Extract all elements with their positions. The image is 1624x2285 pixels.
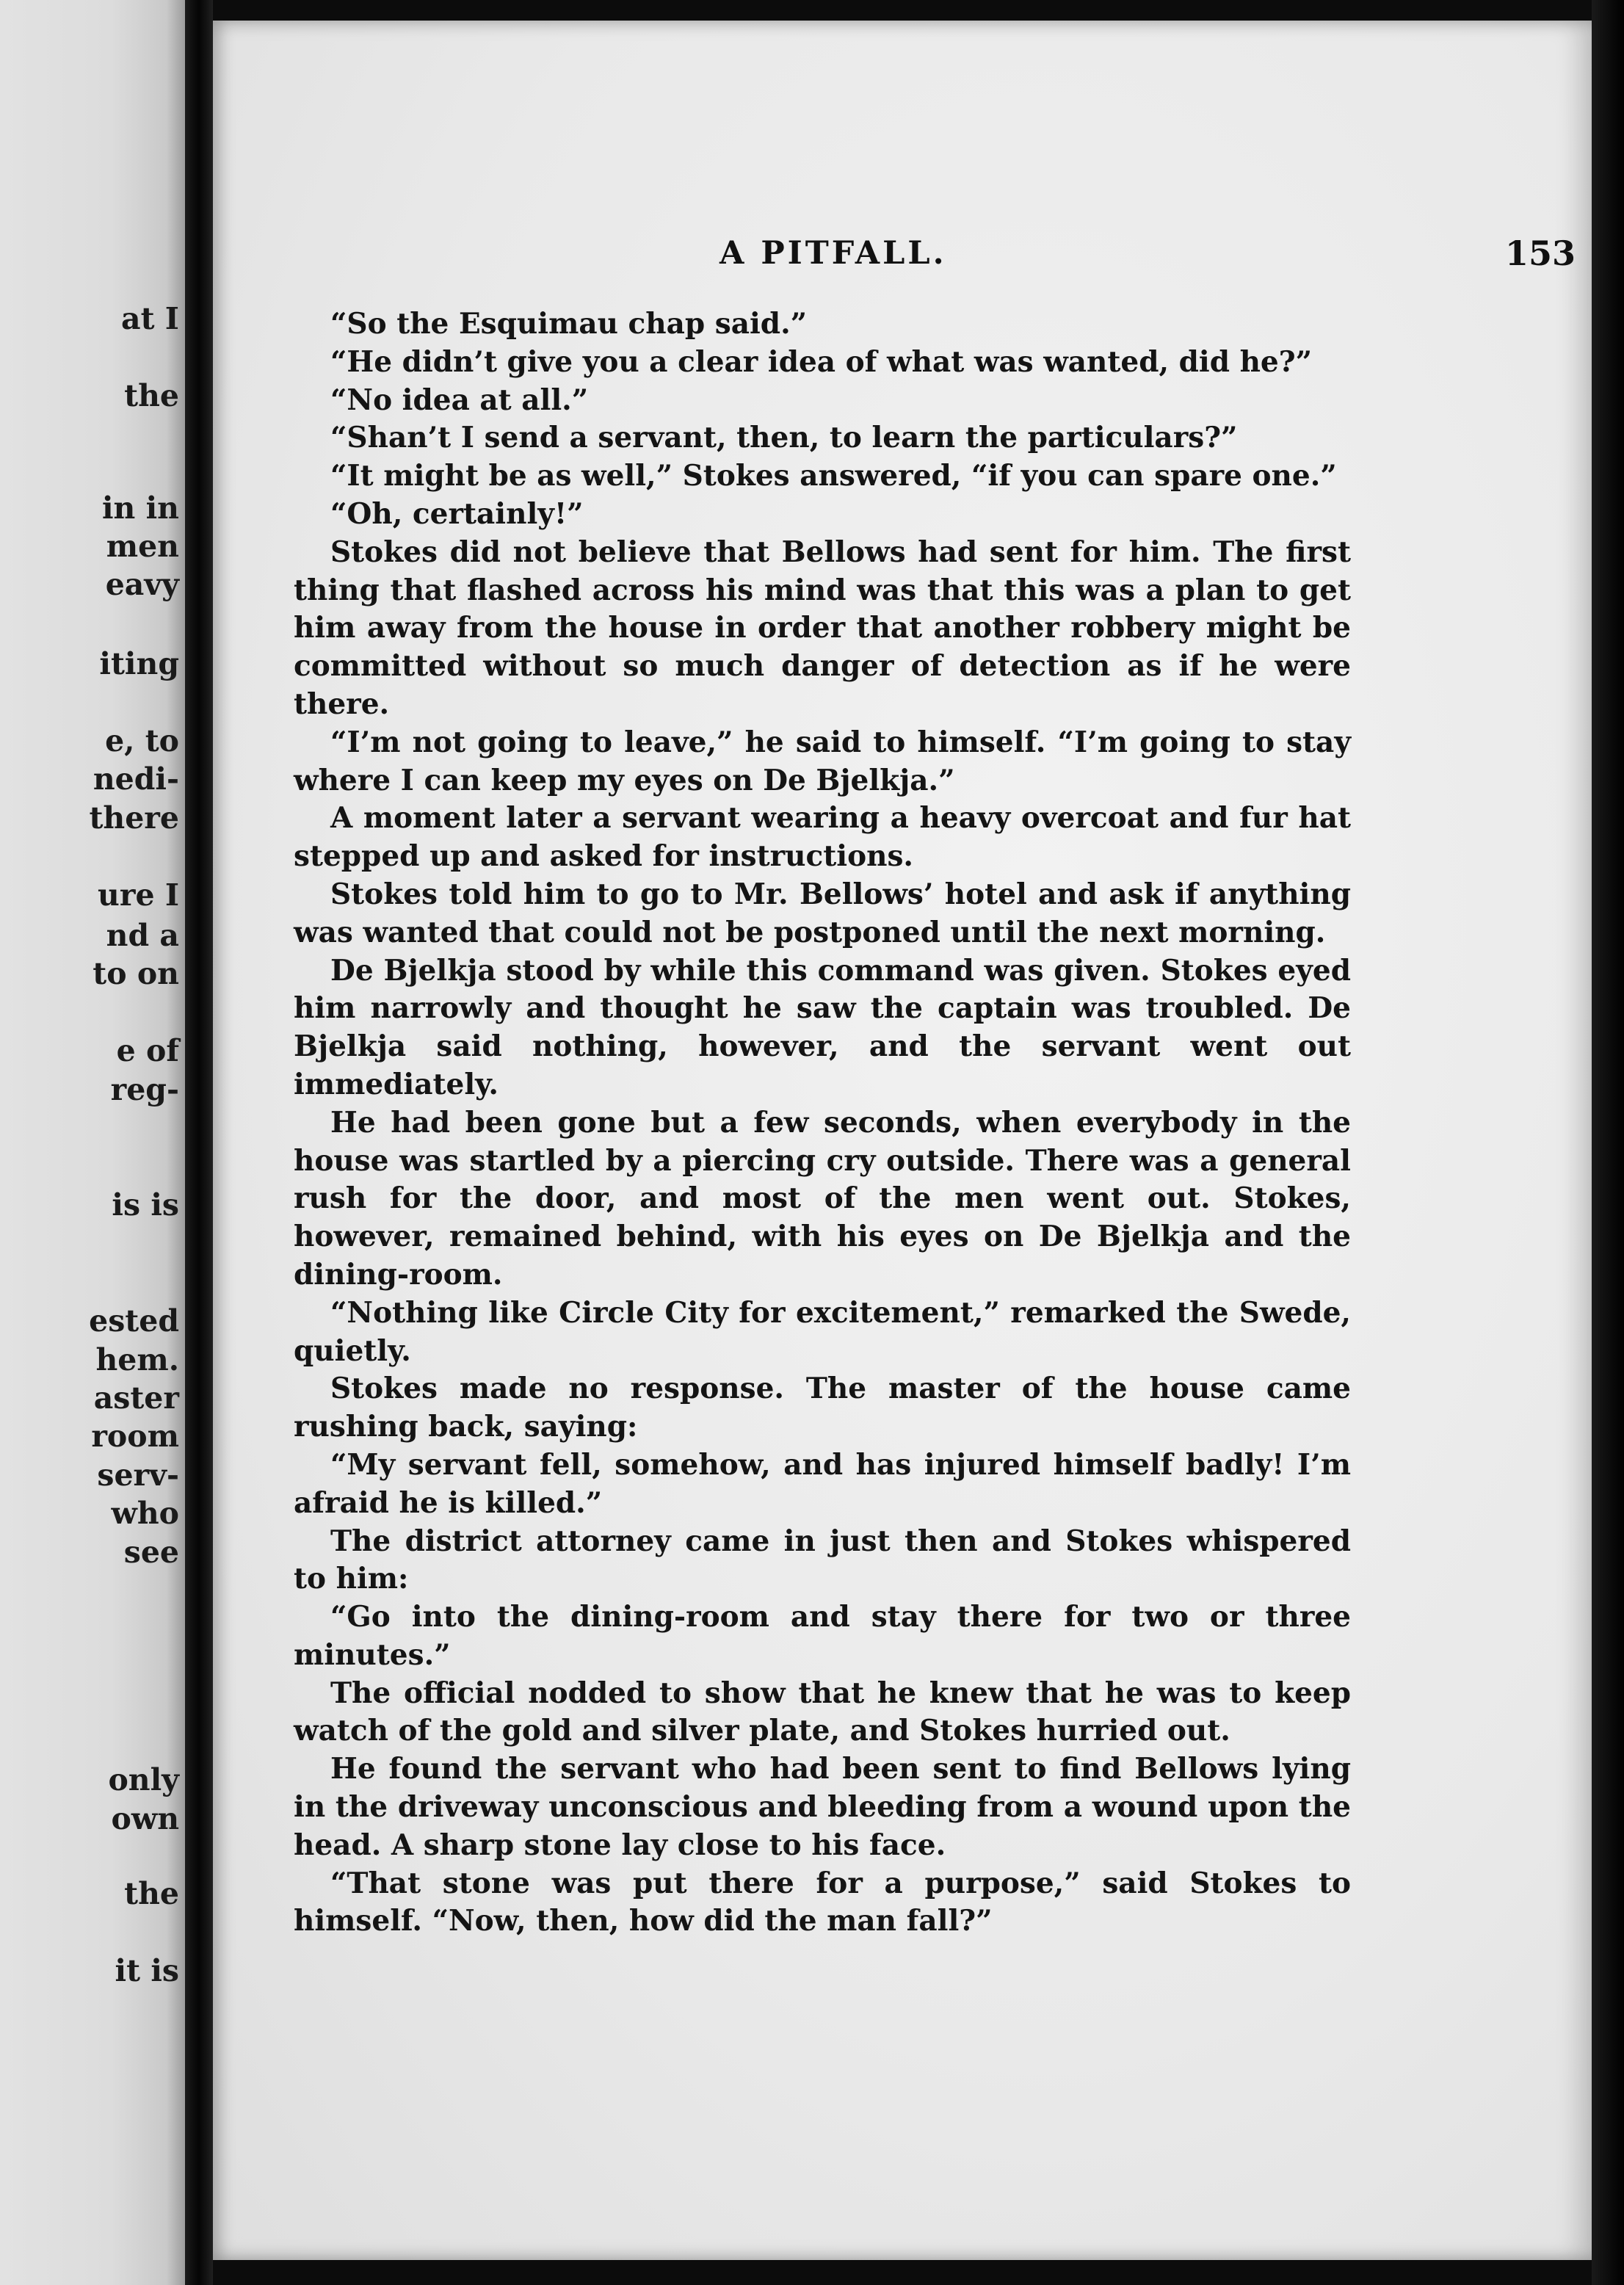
facing-page-fragment: at I	[121, 301, 179, 336]
paragraph: “Shan’t I send a servant, then, to learn the particulars?”	[330, 421, 1238, 455]
book-page	[213, 21, 1592, 2260]
paragraph: He had been gone but a few seconds, when everybody in the house was startled by a piercing cry outside. There was a general rush for the door, and most of the men went out. Stokes, however, remained behind, with his eyes on De Bjelkja and the dining-room.	[294, 1105, 1351, 1292]
facing-page-fragment: serv-	[97, 1457, 179, 1493]
paragraph: “That stone was put there for a purpose,” said Stokes to himself. “Now, then, how did the man fall?”	[294, 1866, 1351, 1938]
paragraph: A moment later a servant wearing a heavy overcoat and fur hat stepped up and asked for instructions.	[294, 801, 1351, 874]
facing-page-fragment: room	[91, 1419, 179, 1454]
paragraph: Stokes told him to go to Mr. Bellows’ hotel and ask if anything was wanted that could not be postponed until the next morning.	[294, 877, 1351, 949]
running-head: A PITFALL.	[719, 235, 947, 272]
book-gutter	[185, 0, 213, 2285]
facing-page-fragment: aster	[93, 1380, 179, 1416]
facing-page-fragment: hem.	[95, 1342, 179, 1377]
facing-page-fragment: ested	[89, 1303, 179, 1339]
paragraph: Stokes made no response. The master of the house came rushing back, saying:	[294, 1372, 1351, 1444]
paragraph: The official nodded to show that he knew that he was to keep watch of the gold and silver plate, and Stokes hurried out.	[294, 1676, 1351, 1748]
facing-page-fragment: to on	[93, 956, 179, 991]
paragraph: He found the servant who had been sent to find Bellows lying in the driveway unconscious and bleeding from a wound upon the head. A sharp stone lay close to his face.	[294, 1752, 1351, 1862]
paragraph: “He didn’t give you a clear idea of what was wanted, did he?”	[330, 344, 1313, 379]
facing-page-fragment: eavy	[105, 567, 179, 602]
facing-page-fragment: it is	[115, 1953, 179, 1988]
facing-page-fragment: is is	[112, 1187, 179, 1223]
facing-page-fragment: e, to	[105, 723, 179, 758]
facing-page-fragment: nd a	[106, 918, 179, 953]
paragraph: “I’m not going to leave,” he said to himself. “I’m going to stay where I can keep my eyes on De Bjelkja.”	[294, 725, 1351, 797]
paragraph: “Go into the dining-room and stay there for two or three minutes.”	[294, 1600, 1351, 1672]
facing-page-fragment: e of	[116, 1033, 179, 1068]
body-text	[294, 305, 1351, 1941]
facing-page-fragment: the	[124, 378, 179, 413]
facing-page-fragment: see	[123, 1535, 179, 1570]
paragraph: Stokes did not believe that Bellows had sent for him. The first thing that flashed across his mind was that this was a plan to get him away from the house in order that another robbery might be committed without so much danger of detection as if he were there.	[294, 535, 1351, 721]
facing-page-fragment: reg-	[110, 1072, 179, 1107]
facing-page-fragment: the	[124, 1876, 179, 1911]
paragraph: “So the Esquimau chap said.”	[330, 307, 808, 341]
facing-page-fragment: only	[108, 1762, 179, 1797]
facing-page-fragment: iting	[99, 646, 179, 681]
facing-page-fragment: men	[106, 529, 179, 564]
paragraph: De Bjelkja stood by while this command was given. Stokes eyed him narrowly and thought he saw the captain was troubled. De Bjelkja said nothing, however, and the servant went out immediately.	[294, 953, 1351, 1101]
facing-page	[0, 0, 185, 2285]
facing-page-fragment: who	[111, 1496, 179, 1531]
paragraph: “Nothing like Circle City for excitement,” remarked the Swede, quietly.	[294, 1295, 1351, 1368]
paragraph: The district attorney came in just then and Stokes whispered to him:	[294, 1524, 1351, 1596]
paragraph: “It might be as well,” Stokes answered, “if you can spare one.”	[330, 459, 1337, 493]
facing-page-fragment: own	[111, 1801, 179, 1836]
facing-page-fragment: in in	[101, 490, 179, 526]
facing-page-fragment: nedi-	[93, 761, 179, 797]
facing-page-fragment: ure I	[98, 877, 179, 913]
page-number: 153	[1505, 233, 1576, 273]
paragraph: “No idea at all.”	[330, 383, 589, 417]
paragraph: “Oh, certainly!”	[330, 496, 584, 531]
scan-border	[1592, 0, 1624, 2285]
paragraph: “My servant fell, somehow, and has injured himself badly! I’m afraid he is killed.”	[294, 1447, 1351, 1520]
facing-page-fragment: there	[89, 800, 179, 836]
